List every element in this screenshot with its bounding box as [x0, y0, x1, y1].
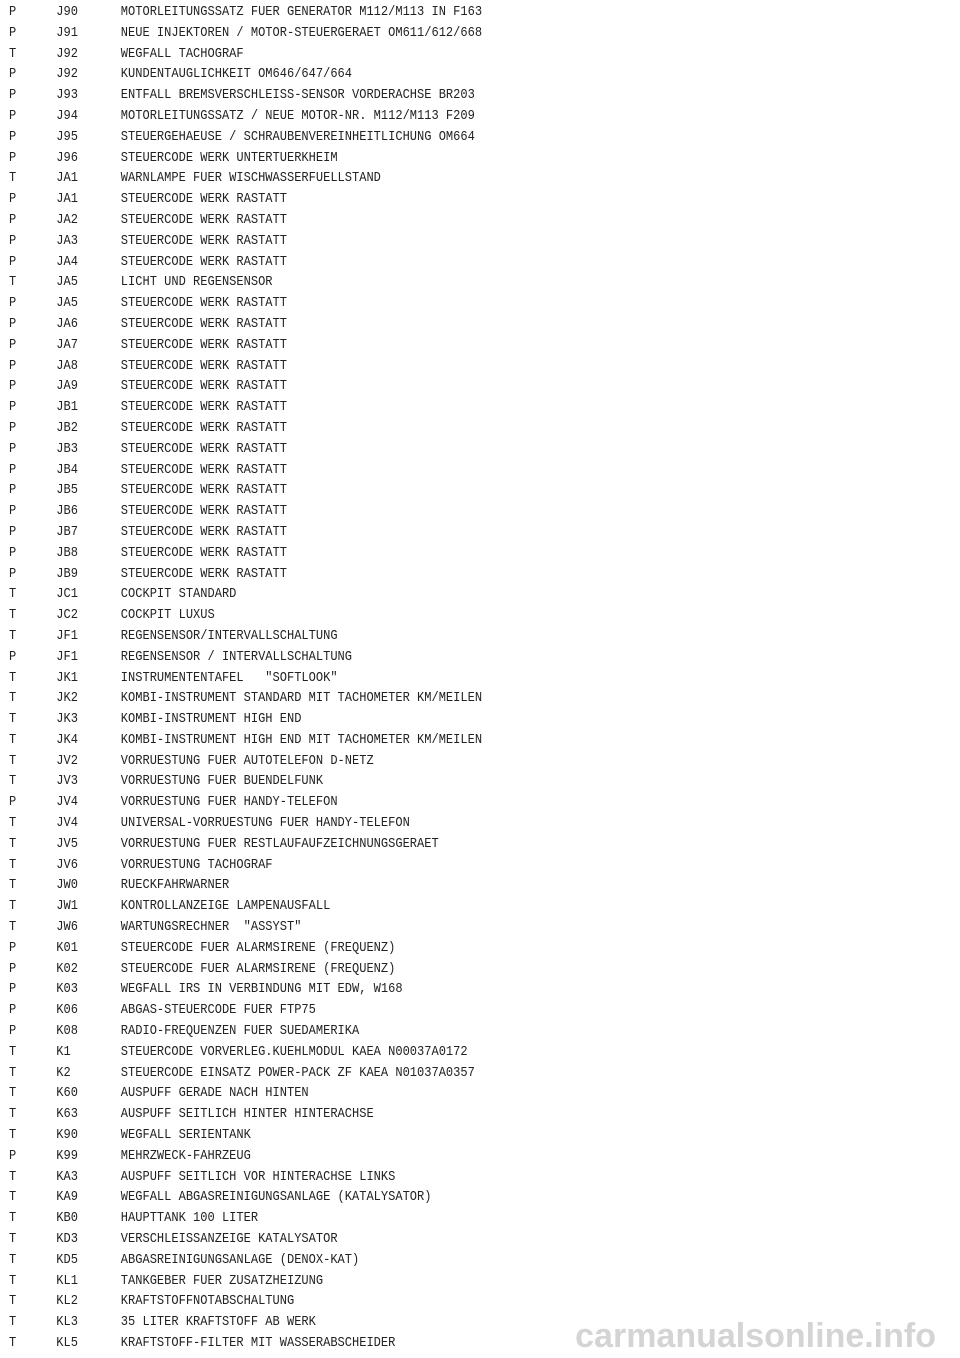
entry-description: KOMBI-INSTRUMENT STANDARD MIT TACHOMETER KM/MEILEN	[120, 690, 483, 707]
entry-description: STEUERGEHAEUSE / SCHRAUBENVEREINHEITLICHUNG OM664	[120, 128, 475, 145]
entry-code: K03	[56, 981, 78, 998]
entry-type: P	[9, 482, 17, 499]
entry-description: INSTRUMENTENTAFEL "SOFTLOOK"	[120, 669, 338, 686]
entry-code: J90	[56, 4, 78, 20]
entry-code: JB5	[56, 482, 78, 499]
entry-code: K90	[56, 1127, 78, 1144]
entry-description: AUSPUFF GERADE NACH HINTEN	[120, 1085, 309, 1102]
entry-type: T	[9, 1293, 17, 1310]
entry-code: KL1	[56, 1272, 78, 1289]
entry-type: T	[9, 898, 17, 915]
entry-code: KD3	[56, 1231, 78, 1248]
entry-code: J93	[56, 87, 78, 104]
entry-description: STEUERCODE WERK RASTATT	[120, 503, 287, 520]
entry-description: VORRUESTUNG FUER HANDY-TELEFON	[120, 794, 338, 811]
entry-description: WEGFALL IRS IN VERBINDUNG MIT EDW, W168	[120, 981, 403, 998]
entry-type: T	[9, 711, 17, 728]
entry-type: T	[9, 1085, 17, 1102]
entry-description: UNIVERSAL-VORRUESTUNG FUER HANDY-TELEFON	[120, 815, 410, 832]
entry-type: P	[9, 794, 17, 811]
entry-code: K08	[56, 1023, 78, 1040]
entry-type: T	[9, 773, 17, 790]
entry-type: P	[9, 378, 17, 395]
entry-type: P	[9, 648, 17, 665]
entry-description: 35 LITER KRAFTSTOFF AB WERK	[120, 1314, 316, 1331]
entry-description: WEGFALL ABGASREINIGUNGSANLAGE (KATALYSATOR)	[120, 1189, 432, 1206]
entry-type: P	[9, 523, 17, 540]
entry-code: JV6	[56, 856, 78, 873]
entry-type: P	[9, 419, 17, 436]
entry-description: STEUERCODE WERK RASTATT	[120, 440, 287, 457]
entry-description: MOTORLEITUNGSSATZ FUER GENERATOR M112/M113 IN F163	[120, 4, 483, 20]
entry-type: T	[9, 856, 17, 873]
entry-description: WARNLAMPE FUER WISCHWASSERFUELLSTAND	[120, 170, 381, 187]
entry-type: P	[9, 191, 17, 208]
entry-type: P	[9, 87, 17, 104]
entry-description: STEUERCODE FUER ALARMSIRENE (FREQUENZ)	[120, 960, 396, 977]
entry-type: P	[9, 232, 17, 249]
entry-type: T	[9, 1251, 17, 1268]
entry-code: JB1	[56, 399, 78, 416]
entry-description: RUECKFAHRWARNER	[120, 877, 230, 894]
entry-type: T	[9, 1106, 17, 1123]
entry-description: KRAFTSTOFFNOTABSCHALTUNG	[120, 1293, 295, 1310]
entry-type: P	[9, 149, 17, 166]
entry-type: P	[9, 1023, 17, 1040]
entry-description: STEUERCODE WERK RASTATT	[120, 336, 287, 353]
entry-description: STEUERCODE VORVERLEG.KUEHLMODUL KAEA N00037A0172	[120, 1043, 468, 1060]
entry-code: JB4	[56, 461, 78, 478]
entry-type: T	[9, 1314, 17, 1331]
entry-type: P	[9, 939, 17, 956]
entry-code: K01	[56, 939, 78, 956]
entry-type: T	[9, 586, 17, 603]
entry-description: ABGAS-STEUERCODE FUER FTP75	[120, 1002, 316, 1019]
entry-description: STEUERCODE WERK RASTATT	[120, 523, 287, 540]
entry-code: JK2	[56, 690, 78, 707]
entry-type: T	[9, 919, 17, 936]
entry-type: P	[9, 295, 17, 312]
entry-type: P	[9, 24, 17, 41]
entry-description: STEUERCODE WERK RASTATT	[120, 232, 287, 249]
entry-type: T	[9, 1231, 17, 1248]
entry-code: JA1	[56, 170, 78, 187]
entry-type: P	[9, 336, 17, 353]
entry-description: KRAFTSTOFF-FILTER MIT WASSERABSCHEIDER	[120, 1335, 396, 1351]
entry-description: WARTUNGSRECHNER "ASSYST"	[120, 919, 302, 936]
entry-description: NEUE INJEKTOREN / MOTOR-STEUERGERAET OM611/612/668	[120, 24, 483, 41]
entry-description: HAUPTTANK 100 LITER	[120, 1210, 259, 1227]
entry-type: T	[9, 1210, 17, 1227]
entry-description: MOTORLEITUNGSSATZ / NEUE MOTOR-NR. M112/M113 F209	[120, 107, 475, 124]
entry-type: P	[9, 66, 17, 83]
entry-description: KONTROLLANZEIGE LAMPENAUSFALL	[120, 898, 331, 915]
entry-type: T	[9, 1168, 17, 1185]
entry-type: T	[9, 877, 17, 894]
entry-description: STEUERCODE WERK RASTATT	[120, 191, 287, 208]
entry-code: JV2	[56, 752, 78, 769]
entry-type: P	[9, 1147, 17, 1164]
entry-type: T	[9, 607, 17, 624]
entry-code: K60	[56, 1085, 78, 1102]
entry-description: AUSPUFF SEITLICH HINTER HINTERACHSE	[120, 1106, 374, 1123]
entry-type: P	[9, 503, 17, 520]
entry-code: JF1	[56, 627, 78, 644]
entry-code: JW6	[56, 919, 78, 936]
entry-type: P	[9, 253, 17, 270]
entry-type: P	[9, 399, 17, 416]
entry-code: JK4	[56, 731, 78, 748]
entry-type: T	[9, 815, 17, 832]
entry-code: KA9	[56, 1189, 78, 1206]
entry-code: KD5	[56, 1251, 78, 1268]
entry-description: RADIO-FREQUENZEN FUER SUEDAMERIKA	[120, 1023, 360, 1040]
entry-description: AUSPUFF SEITLICH VOR HINTERACHSE LINKS	[120, 1168, 396, 1185]
entry-description: VORRUESTUNG TACHOGRAF	[120, 856, 273, 873]
entry-description: STEUERCODE WERK RASTATT	[120, 399, 287, 416]
entry-type: T	[9, 835, 17, 852]
entry-type: T	[9, 274, 17, 291]
entry-code: J92	[56, 66, 78, 83]
entry-type: T	[9, 1189, 17, 1206]
entry-description: REGENSENSOR / INTERVALLSCHALTUNG	[120, 648, 353, 665]
entry-code: JB8	[56, 544, 78, 561]
entry-description: WEGFALL TACHOGRAF	[120, 45, 244, 62]
entry-code: JB7	[56, 523, 78, 540]
entry-description: STEUERCODE WERK RASTATT	[120, 565, 287, 582]
entry-description: VERSCHLEISSANZEIGE KATALYSATOR	[120, 1231, 338, 1248]
entry-description: STEUERCODE WERK RASTATT	[120, 461, 287, 478]
entry-code: JA5	[56, 295, 78, 312]
entry-description: COCKPIT LUXUS	[120, 607, 215, 624]
entry-code: JA8	[56, 357, 78, 374]
entry-code: J94	[56, 107, 78, 124]
entry-code: K2	[56, 1064, 71, 1081]
entry-type: T	[9, 45, 17, 62]
entry-code: JA5	[56, 274, 78, 291]
entry-description: COCKPIT STANDARD	[120, 586, 237, 603]
entry-code: JW1	[56, 898, 78, 915]
entry-code: JB6	[56, 503, 78, 520]
entry-code: JF1	[56, 648, 78, 665]
entry-code: J95	[56, 128, 78, 145]
entry-type: T	[9, 170, 17, 187]
entry-type: P	[9, 981, 17, 998]
entry-description: STEUERCODE WERK RASTATT	[120, 211, 287, 228]
entry-code: JV4	[56, 794, 78, 811]
entry-code: KA3	[56, 1168, 78, 1185]
entry-code: JA2	[56, 211, 78, 228]
entry-type: P	[9, 4, 17, 20]
entry-description: VORRUESTUNG FUER BUENDELFUNK	[120, 773, 324, 790]
entry-type: P	[9, 315, 17, 332]
entry-description: ABGASREINIGUNGSANLAGE (DENOX-KAT)	[120, 1251, 360, 1268]
entry-code: JC1	[56, 586, 78, 603]
entry-type: P	[9, 107, 17, 124]
entry-description: STEUERCODE WERK RASTATT	[120, 544, 287, 561]
entry-description: STEUERCODE WERK RASTATT	[120, 357, 287, 374]
entry-code: JA4	[56, 253, 78, 270]
entry-description: STEUERCODE WERK UNTERTUERKHEIM	[120, 149, 338, 166]
entry-type: P	[9, 1002, 17, 1019]
entry-code: JK1	[56, 669, 78, 686]
entry-description: VORRUESTUNG FUER AUTOTELEFON D-NETZ	[120, 752, 374, 769]
entry-code: K1	[56, 1043, 71, 1060]
entry-type: T	[9, 1043, 17, 1060]
entry-type: P	[9, 211, 17, 228]
entry-type: T	[9, 669, 17, 686]
entry-description: STEUERCODE WERK RASTATT	[120, 378, 287, 395]
entry-code: JA1	[56, 191, 78, 208]
entry-description: TANKGEBER FUER ZUSATZHEIZUNG	[120, 1272, 324, 1289]
entry-code: JA6	[56, 315, 78, 332]
entry-type: P	[9, 960, 17, 977]
entry-description: STEUERCODE WERK RASTATT	[120, 482, 287, 499]
entry-type: P	[9, 461, 17, 478]
entry-code: JC2	[56, 607, 78, 624]
entry-code: KL3	[56, 1314, 78, 1331]
entry-type: P	[9, 357, 17, 374]
entry-code: KB0	[56, 1210, 78, 1227]
entry-type: T	[9, 627, 17, 644]
entry-description: STEUERCODE WERK RASTATT	[120, 295, 287, 312]
entry-description: ENTFALL BREMSVERSCHLEISS-SENSOR VORDERACHSE BR203	[120, 87, 475, 104]
entry-description: STEUERCODE WERK RASTATT	[120, 419, 287, 436]
entry-type: T	[9, 1335, 17, 1351]
entry-description: VORRUESTUNG FUER RESTLAUFAUFZEICHNUNGSGERAET	[120, 835, 439, 852]
entry-description: STEUERCODE WERK RASTATT	[120, 253, 287, 270]
entry-code: J96	[56, 149, 78, 166]
entry-code: JV3	[56, 773, 78, 790]
entry-type: P	[9, 440, 17, 457]
entry-code: JA3	[56, 232, 78, 249]
entry-code: JK3	[56, 711, 78, 728]
entry-description: REGENSENSOR/INTERVALLSCHALTUNG	[120, 627, 338, 644]
entry-type: T	[9, 752, 17, 769]
entry-type: P	[9, 544, 17, 561]
entry-type: T	[9, 1272, 17, 1289]
entry-code: J92	[56, 45, 78, 62]
entry-description: STEUERCODE EINSATZ POWER-PACK ZF KAEA N01037A0357	[120, 1064, 475, 1081]
entry-code: JV5	[56, 835, 78, 852]
entry-description: MEHRZWECK-FAHRZEUG	[120, 1147, 251, 1164]
entry-code: JB9	[56, 565, 78, 582]
entry-type: T	[9, 1127, 17, 1144]
entry-type: P	[9, 565, 17, 582]
entry-description: WEGFALL SERIENTANK	[120, 1127, 251, 1144]
entry-code: KL5	[56, 1335, 78, 1351]
entry-type: P	[9, 128, 17, 145]
entry-code: K02	[56, 960, 78, 977]
entry-description: STEUERCODE WERK RASTATT	[120, 315, 287, 332]
entry-code: K63	[56, 1106, 78, 1123]
entry-description: KUNDENTAUGLICHKEIT OM646/647/664	[120, 66, 353, 83]
entry-code: JB2	[56, 419, 78, 436]
entry-description: KOMBI-INSTRUMENT HIGH END	[120, 711, 302, 728]
watermark: carmanualsonline.info	[575, 1317, 936, 1355]
entry-code: JA7	[56, 336, 78, 353]
entry-type: T	[9, 690, 17, 707]
entry-code: K06	[56, 1002, 78, 1019]
entry-code: JA9	[56, 378, 78, 395]
entry-code: JW0	[56, 877, 78, 894]
entry-code: J91	[56, 24, 78, 41]
entry-type: T	[9, 1064, 17, 1081]
entry-type: T	[9, 731, 17, 748]
entry-code: K99	[56, 1147, 78, 1164]
entry-description: KOMBI-INSTRUMENT HIGH END MIT TACHOMETER KM/MEILEN	[120, 731, 483, 748]
entry-description: STEUERCODE FUER ALARMSIRENE (FREQUENZ)	[120, 939, 396, 956]
entry-description: LICHT UND REGENSENSOR	[120, 274, 273, 291]
entry-code: JV4	[56, 815, 78, 832]
entry-code: JB3	[56, 440, 78, 457]
entry-code: KL2	[56, 1293, 78, 1310]
